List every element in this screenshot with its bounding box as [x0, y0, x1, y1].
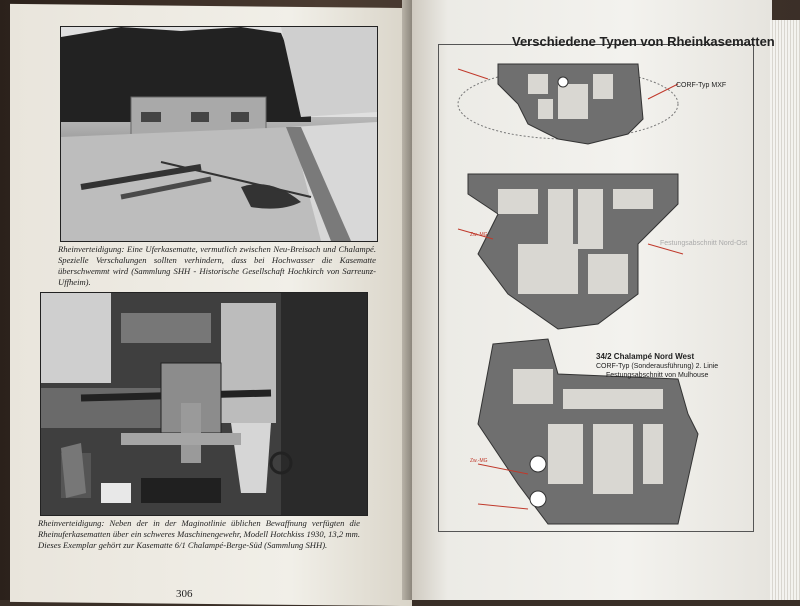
photo-machine-gun	[40, 292, 368, 516]
caption-bottom: Rheinverteidigung: Neben der in der Maginotlinie üblichen Bewaffnung verfügten die Rheinuferkasematten über ein schweres Maschinengewehr, Modell Hotchkiss 1930, 13,2 mm. Dieses Exemplar gehört zur Kasematte 6/1 Chalampé-Berge-Süd (Sammlung SHH).	[38, 518, 360, 550]
machine-gun-illustration	[41, 293, 367, 515]
mg-marker-1: Zw.-MG	[470, 232, 488, 238]
plan3-subtitle-1: CORF-Typ (Sonderausführung) 2. Linie	[596, 363, 719, 370]
plan1-label: CORF-Typ MXF	[676, 82, 727, 89]
plan3-heading: 34/2 Chalampé Nord West	[596, 352, 695, 361]
plan-1	[458, 64, 678, 144]
photo-riverbank-casemate	[60, 26, 378, 242]
plan3-subtitle-2: Festungsabschnitt von Mulhouse	[606, 372, 709, 379]
plan-2	[458, 174, 683, 329]
page-stack-edge	[770, 20, 800, 600]
plans-title: Verschiedene Typen von Rheinkasematten	[512, 34, 775, 49]
riverbank-illustration	[61, 27, 377, 241]
plan2-label: Festungsabschnitt Nord-Ost	[660, 240, 748, 247]
page-number: 306	[176, 588, 193, 600]
caption-top: Rheinverteidigung: Eine Uferkasematte, vermutlich zwischen Neu-Breisach und Chalampé. Spezielle Verschalungen sollten verhindern, dass bei Hochwasser die Kasematte überschwemmt wird (Sammlung SHH - Historische Gesellschaft Hochkirch von Sarreunz-Uffheim).	[58, 244, 376, 287]
mg-marker-2: Zw.-MG	[470, 458, 488, 464]
